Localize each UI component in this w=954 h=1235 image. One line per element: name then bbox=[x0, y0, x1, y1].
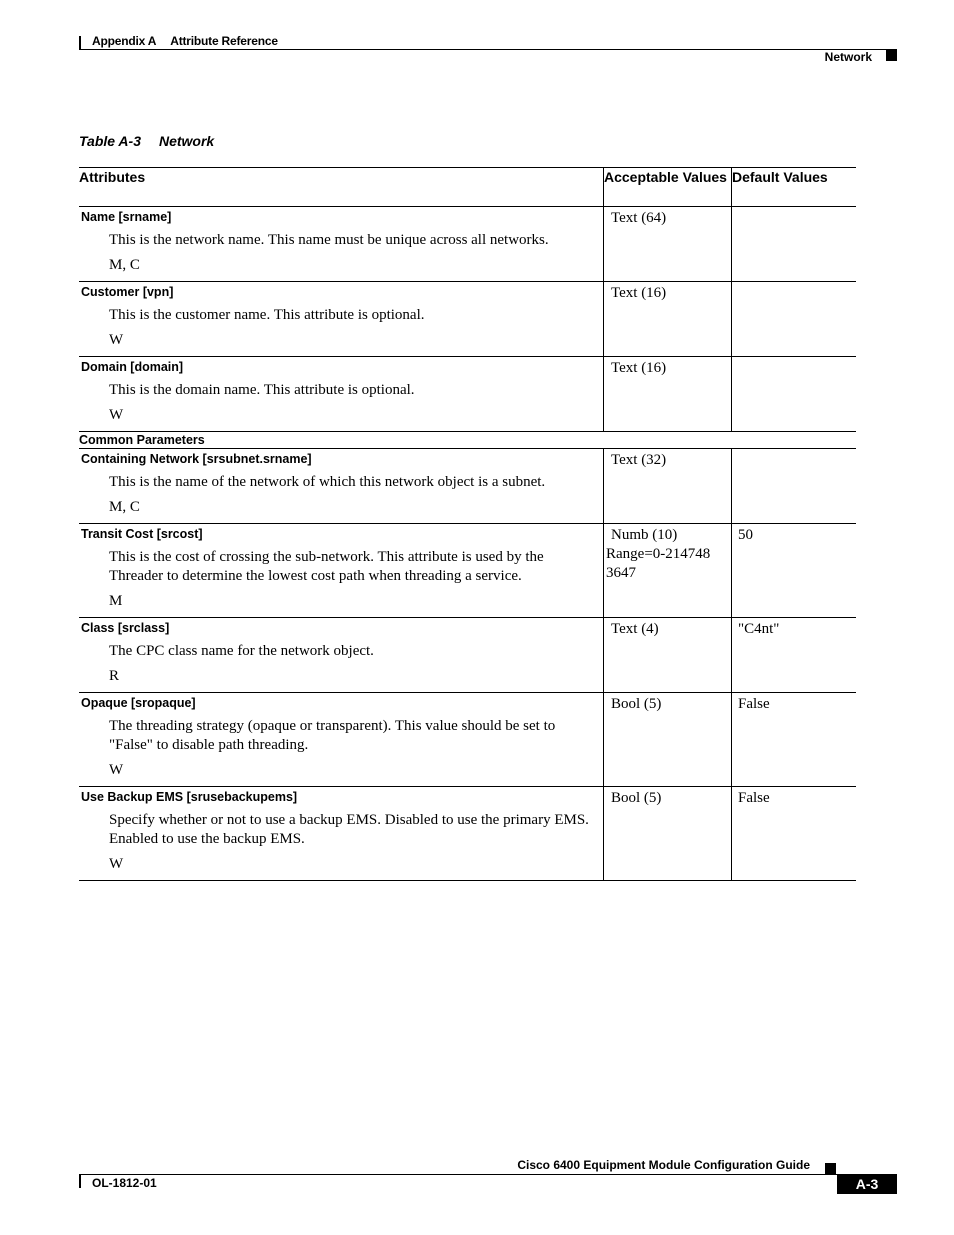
default-value bbox=[732, 207, 856, 209]
table-header-row bbox=[79, 168, 856, 207]
attribute-cell bbox=[79, 693, 604, 787]
header-topic: Network bbox=[824, 50, 872, 64]
header-rule bbox=[79, 49, 897, 50]
section-row bbox=[79, 432, 856, 449]
acceptable-value: Text (32) bbox=[611, 452, 667, 468]
acceptable-values-cell bbox=[604, 282, 732, 357]
acceptable-value: Text (4) bbox=[611, 621, 659, 637]
attribute-cell bbox=[79, 524, 604, 618]
default-value: False bbox=[738, 790, 770, 806]
acceptable-value: Text (16) bbox=[611, 285, 667, 301]
attribute-description: This is the network name. This name must be unique across all networks. bbox=[109, 232, 549, 248]
default-value: "C4nt" bbox=[738, 621, 780, 637]
footer-rule bbox=[79, 1174, 897, 1175]
attribute-cell bbox=[79, 787, 604, 881]
acceptable-value: Text (16) bbox=[611, 360, 667, 376]
acceptable-value-range: Range=0-214748 bbox=[606, 546, 711, 562]
attribute-name: Customer [vpn] bbox=[81, 285, 174, 299]
attribute-name: Containing Network [srsubnet.srname] bbox=[81, 452, 312, 466]
attribute-description: This is the domain name. This attribute is optional. bbox=[109, 382, 415, 398]
attribute-flags: M, C bbox=[109, 257, 140, 273]
attribute-description: Specify whether or not to use a backup EMS. Disabled to use the primary EMS. Enabled to use the backup EMS. bbox=[109, 812, 589, 847]
attribute-flags: W bbox=[109, 332, 124, 348]
attribute-name: Name [srname] bbox=[81, 210, 172, 224]
attribute-name: Transit Cost [srcost] bbox=[81, 527, 203, 541]
section-label: Common Parameters bbox=[79, 432, 856, 449]
default-value: 50 bbox=[738, 527, 753, 543]
attribute-name: Domain [domain] bbox=[81, 360, 184, 374]
attribute-cell bbox=[79, 357, 604, 432]
default-value-cell bbox=[732, 787, 857, 881]
table-caption-label: Table A-3 bbox=[79, 133, 141, 149]
table-row bbox=[79, 357, 856, 432]
acceptable-value: Text (64) bbox=[611, 210, 667, 226]
acceptable-value: Bool (5) bbox=[611, 790, 662, 806]
acceptable-values-cell bbox=[604, 693, 732, 787]
header-acceptable-values: Acceptable Values bbox=[604, 168, 732, 207]
header-bar bbox=[79, 36, 81, 50]
attribute-description: This is the name of the network of which this network object is a subnet. bbox=[109, 474, 546, 490]
default-value-cell bbox=[732, 207, 857, 282]
header-default-values: Default Values bbox=[732, 168, 857, 207]
footer-doc-number: OL-1812-01 bbox=[92, 1176, 157, 1190]
attribute-flags: W bbox=[109, 762, 124, 778]
table-row bbox=[79, 787, 856, 881]
footer-bar bbox=[79, 1174, 81, 1188]
default-value-cell bbox=[732, 357, 857, 432]
table-row bbox=[79, 207, 856, 282]
acceptable-values-cell bbox=[604, 207, 732, 282]
attribute-flags: M bbox=[109, 593, 123, 609]
default-value-cell bbox=[732, 449, 857, 524]
attribute-flags: R bbox=[109, 668, 120, 684]
table-row bbox=[79, 693, 856, 787]
attribute-cell bbox=[79, 449, 604, 524]
header-marker bbox=[886, 50, 897, 61]
footer-guide-title: Cisco 6400 Equipment Module Configuration Guide bbox=[517, 1158, 810, 1172]
default-value bbox=[732, 449, 856, 451]
attribute-cell bbox=[79, 618, 604, 693]
default-value-cell bbox=[732, 693, 857, 787]
attribute-flags: M, C bbox=[109, 499, 140, 515]
default-value-cell bbox=[732, 618, 857, 693]
table-row bbox=[79, 449, 856, 524]
acceptable-values-cell bbox=[604, 357, 732, 432]
default-value bbox=[732, 282, 856, 284]
attribute-flags: W bbox=[109, 856, 124, 872]
footer-marker bbox=[825, 1163, 836, 1174]
attribute-description: The threading strategy (opaque or transparent). This value should be set to "False" to disable path threading. bbox=[109, 718, 556, 753]
attribute-name: Class [srclass] bbox=[81, 621, 170, 635]
attribute-cell bbox=[79, 282, 604, 357]
table-caption bbox=[79, 133, 214, 149]
attribute-table bbox=[79, 167, 856, 881]
table-row bbox=[79, 282, 856, 357]
attribute-flags: W bbox=[109, 407, 124, 423]
acceptable-values-cell bbox=[604, 449, 732, 524]
acceptable-values-cell bbox=[604, 787, 732, 881]
default-value-cell bbox=[732, 282, 857, 357]
default-value bbox=[732, 357, 856, 359]
attribute-description: This is the cost of crossing the sub-network. This attribute is used by the Threader to determine the lowest cost path when threading a service. bbox=[109, 549, 544, 584]
table-row bbox=[79, 618, 856, 693]
header-section: Appendix A bbox=[92, 34, 157, 48]
acceptable-value-range-cont: 3647 bbox=[606, 565, 636, 581]
default-value-cell bbox=[732, 524, 857, 618]
running-header bbox=[92, 34, 278, 48]
acceptable-value: Numb (10) bbox=[611, 527, 678, 543]
header-title: Attribute Reference bbox=[170, 34, 278, 48]
table-row bbox=[79, 524, 856, 618]
acceptable-value: Bool (5) bbox=[611, 696, 662, 712]
attribute-description: This is the customer name. This attribute is optional. bbox=[109, 307, 425, 323]
attribute-name: Opaque [sropaque] bbox=[81, 696, 196, 710]
header-attributes: Attributes bbox=[79, 168, 604, 207]
attribute-name: Use Backup EMS [srusebackupems] bbox=[81, 790, 298, 804]
table-caption-title: Network bbox=[158, 133, 215, 149]
acceptable-values-cell bbox=[604, 524, 732, 618]
acceptable-values-cell bbox=[604, 618, 732, 693]
attribute-description: The CPC class name for the network object. bbox=[109, 643, 374, 659]
default-value: False bbox=[738, 696, 770, 712]
attribute-cell bbox=[79, 207, 604, 282]
page-number: A-3 bbox=[837, 1175, 897, 1194]
